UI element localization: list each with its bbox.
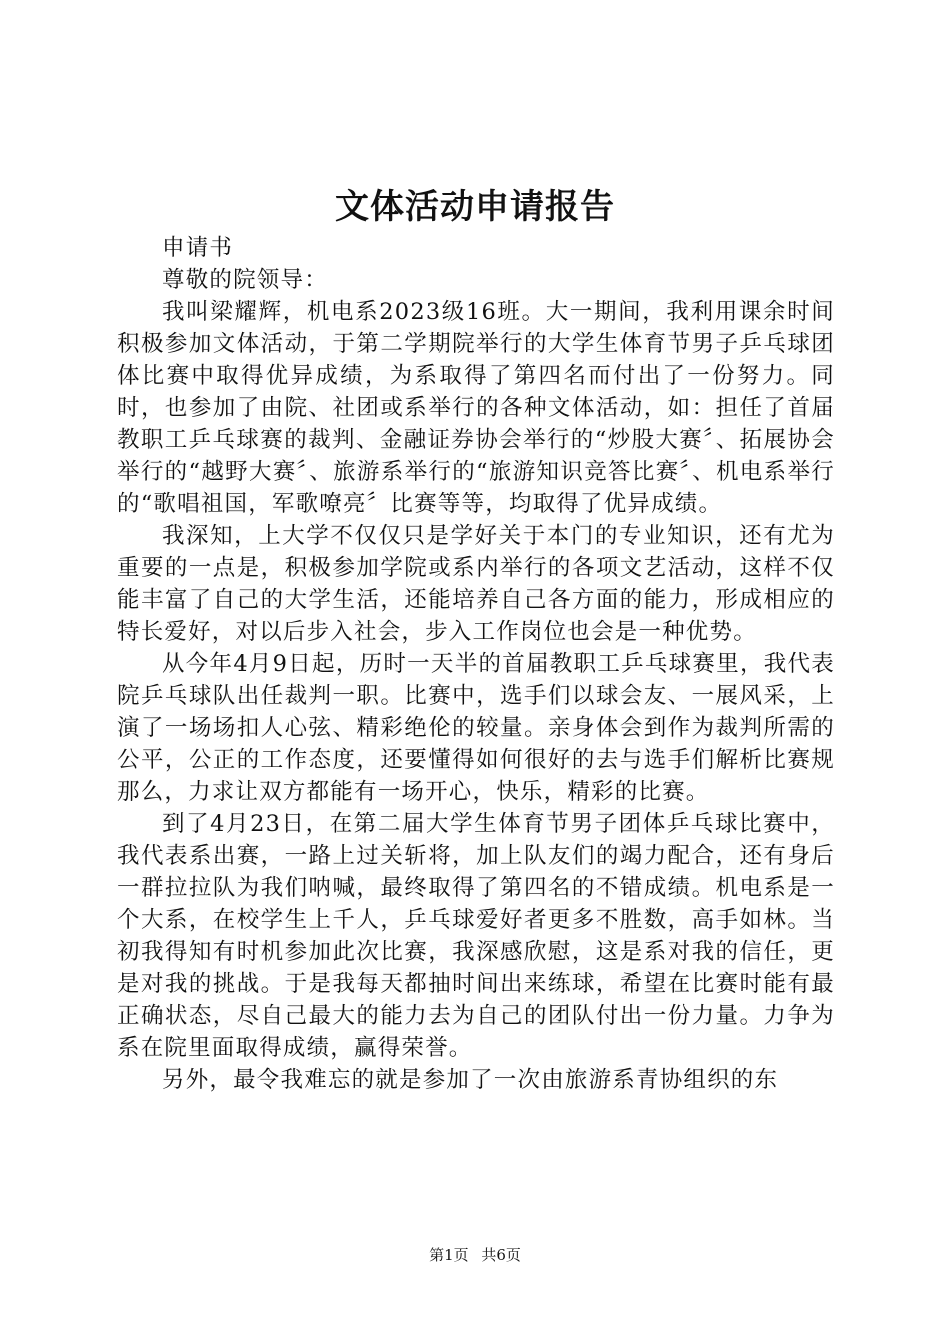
paragraph-salutation-heading: 申请书 — [162, 235, 234, 261]
document-body — [117, 232, 835, 1096]
paragraph-motivation: 我深知，上大学不仅仅只是学好关于本门的专业知识，还有尤为重要的一点是，积极参加学院或系内举行的各项文艺活动，这样不仅能丰富了自己的大学生活，还能培养自己各方面的能力，形成相应的特长爱好，对以后步入社会，步入工作岗位也会是一种优势。 — [117, 523, 835, 645]
page-footer — [0, 1244, 950, 1266]
page-number: 第1页 — [429, 1246, 469, 1264]
paragraph-competition-experience: 到了4月23日，在第二届大学生体育节男子团体乒乓球比赛中，我代表系出赛，一路上过关斩将，加上队友们的竭力配合，还有身后一群拉拉队为我们呐喊，最终取得了第四名的不错成绩。机电系是一个大系，在校学生上千人，乒乓球爱好者更多不胜数，高手如林。当初我得知有时机参加此次比赛，我深感欣慰，这是系对我的信任，更是对我的挑战。于是我每天都抽时间出来练球，希望在比赛时能有最正确状态，尽自己最大的能力去为自己的团队付出一份力量。力争为系在院里面取得成绩，赢得荣誉。 — [117, 811, 835, 1061]
document-title: 文体活动申请报告 — [335, 187, 615, 227]
paragraph-referee-experience: 从今年4月9日起，历时一天半的首届教职工乒乓球赛里，我代表院乒乓球队出任裁判一职。比赛中，选手们以球会友、一展风采，上演了一场场扣人心弦、精彩绝伦的较量。亲身体会到作为裁判所需的公平，公正的工作态度，还要懂得如何很好的去与选手们解析比赛规那么，力求让双方都能有一场开心，快乐，精彩的比赛。 — [117, 651, 835, 805]
paragraph-introduction: 我叫梁耀辉，机电系2023级16班。大一期间，我利用课余时间积极参加文体活动，于第二学期院举行的大学生体育节男子乒乓球团体比赛中取得优异成绩，为系取得了第四名而付出了一份努力。同时，也参加了由院、社团或系举行的各种文体活动，如：担任了首届教职工乒乓球赛的裁判、金融证券协会举行的“炒股大赛〞、拓展协会举行的“越野大赛〞、旅游系举行的“旅游知识竞答比赛〞、机电系举行的“歌唱祖国，军歌嘹亮〞比赛等等，均取得了优异成绩。 — [117, 299, 835, 517]
page-total: 共6页 — [481, 1246, 521, 1264]
paragraph-greeting: 尊敬的院领导： — [162, 267, 328, 293]
paragraph-additional: 另外，最令我难忘的就是参加了一次由旅游系青协组织的东 — [162, 1067, 779, 1093]
